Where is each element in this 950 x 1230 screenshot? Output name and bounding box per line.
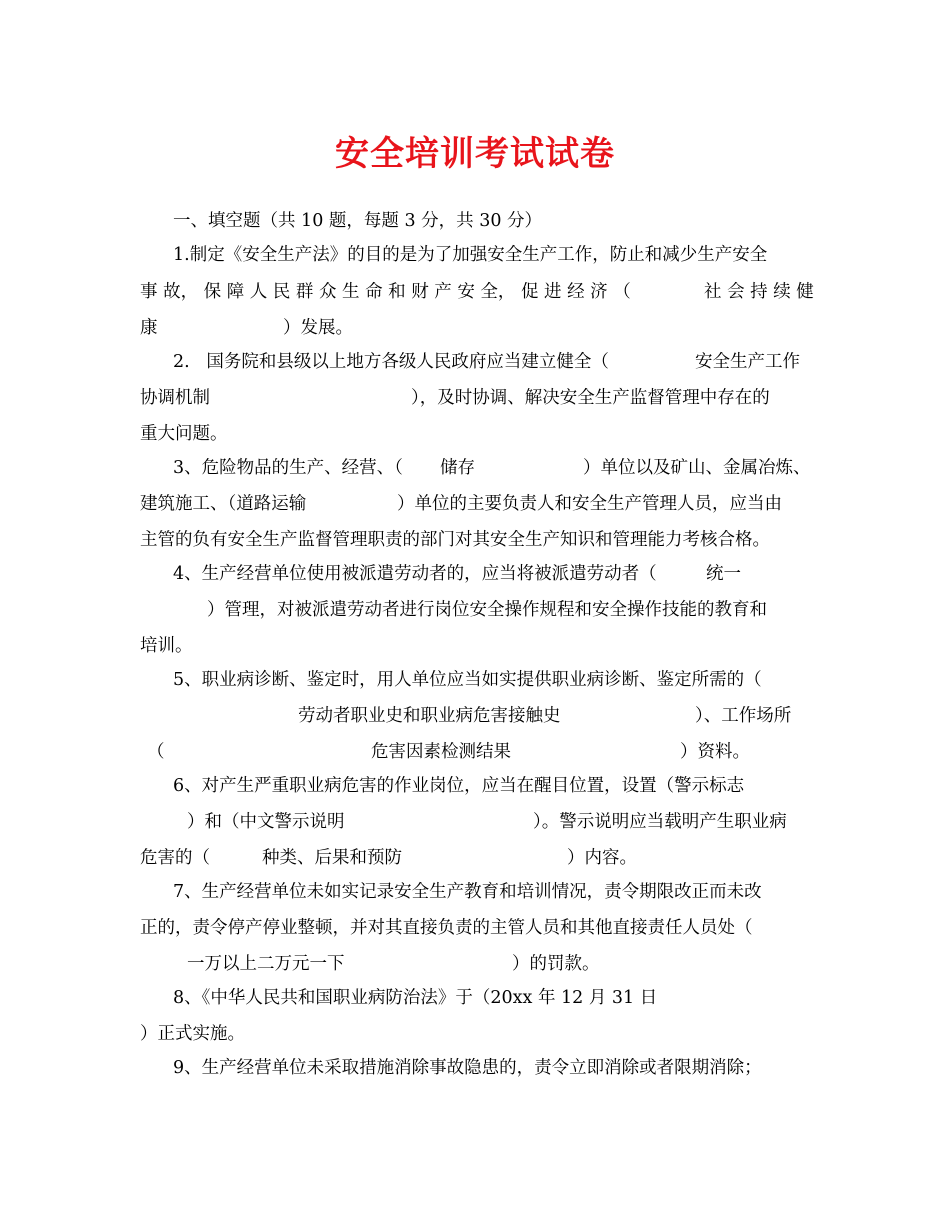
q6-line2b: ）。警示说明应当载明产生职业病 xyxy=(533,812,787,832)
q2-line2b: ），及时协调、解决安全生产监督管理中存在的 xyxy=(411,388,770,408)
q4-line2: ）管理，对被派遣劳动者进行岗位安全操作规程和安全操作技能的教育和 xyxy=(207,600,767,620)
q5-line3a: （ xyxy=(147,742,165,762)
q3-answer1: 储存 xyxy=(440,458,475,478)
q7-line1: 7、生产经营单位未如实记录安全生产教育和培训情况，责令期限改正而未改 xyxy=(173,882,762,902)
q2-answer-part2: 协调机制 xyxy=(140,388,210,408)
q5-line1: 5、职业病诊断、鉴定时，用人单位应当如实提供职业病诊断、鉴定所需的（ xyxy=(173,670,762,690)
q6-line1: 6、对产生严重职业病危害的作业岗位，应当在醒目位置，设置（警示标志 xyxy=(173,776,745,796)
q5-answer1: 劳动者职业史和职业病危害接触史 xyxy=(298,706,561,726)
q7-line2: 正的，责令停产停业整顿，并对其直接负责的主管人员和其他直接责任人员处（ xyxy=(140,918,753,938)
q6-answer3: 种类、后果和预防 xyxy=(262,848,402,868)
q4-line3: 培训。 xyxy=(140,636,193,656)
q1-answer: 社 会 持 续 健 xyxy=(704,282,814,302)
q7-line3b: ）的罚款。 xyxy=(512,954,600,974)
q9-line1: 9、生产经营单位未采取措施消除事故隐患的，责令立即消除或者限期消除； xyxy=(173,1058,762,1078)
q3-line3: 主管的负有安全生产监督管理职责的部门对其安全生产知识和管理能力考核合格。 xyxy=(140,530,770,550)
q5-answer2: 危害因素检测结果 xyxy=(371,742,511,762)
exam-title: 安全培训考试试卷 xyxy=(335,134,615,174)
q1-line3a: 康 xyxy=(140,318,158,338)
q1-line2a: 事 故， 保 障 人 民 群 众 生 命 和 财 产 安 全， 促 进 经 济 （ xyxy=(140,282,631,302)
q2-answer-part1: 安全生产工作 xyxy=(695,352,800,372)
q6-line3c: ）内容。 xyxy=(567,848,637,868)
q8-line1: 8、《中华人民共和国职业病防治法》于（20xx 年 12 月 31 日 xyxy=(173,988,658,1008)
q6-line2a: ）和（中文警示说明 xyxy=(187,812,345,832)
q4-line1a: 4、生产经营单位使用被派遣劳动者的，应当将被派遣劳动者（ xyxy=(173,564,657,584)
q6-line3a: 危害的（ xyxy=(140,848,210,868)
q3-line1c: ）单位以及矿山、金属冶炼、 xyxy=(583,458,811,478)
q3-line2a: 建筑施工、（道路运输 xyxy=(140,494,307,514)
q1-line1: 1.制定《安全生产法》的目的是为了加强安全生产工作，防止和减少生产安全 xyxy=(173,245,768,265)
q7-answer: 一万以上二万元一下 xyxy=(187,954,345,974)
q2-line1a: 2. 国务院和县级以上地方各级人民政府应当建立健全（ xyxy=(173,352,609,372)
q5-line2b: ）、工作场所 xyxy=(695,706,792,726)
q5-line3c: ）资料。 xyxy=(680,742,750,762)
q2-line3: 重大问题。 xyxy=(140,424,228,444)
q4-answer: 统一 xyxy=(706,564,741,584)
q8-line2: ）正式实施。 xyxy=(140,1024,245,1044)
q3-line2b: ）单位的主要负责人和安全生产管理人员，应当由 xyxy=(397,494,782,514)
q3-line1a: 3、危险物品的生产、经营、（ xyxy=(173,458,403,478)
q1-line3b: ）发展。 xyxy=(283,318,353,338)
section-heading: 一、填空题（共 10 题，每题 3 分，共 30 分） xyxy=(173,211,543,231)
